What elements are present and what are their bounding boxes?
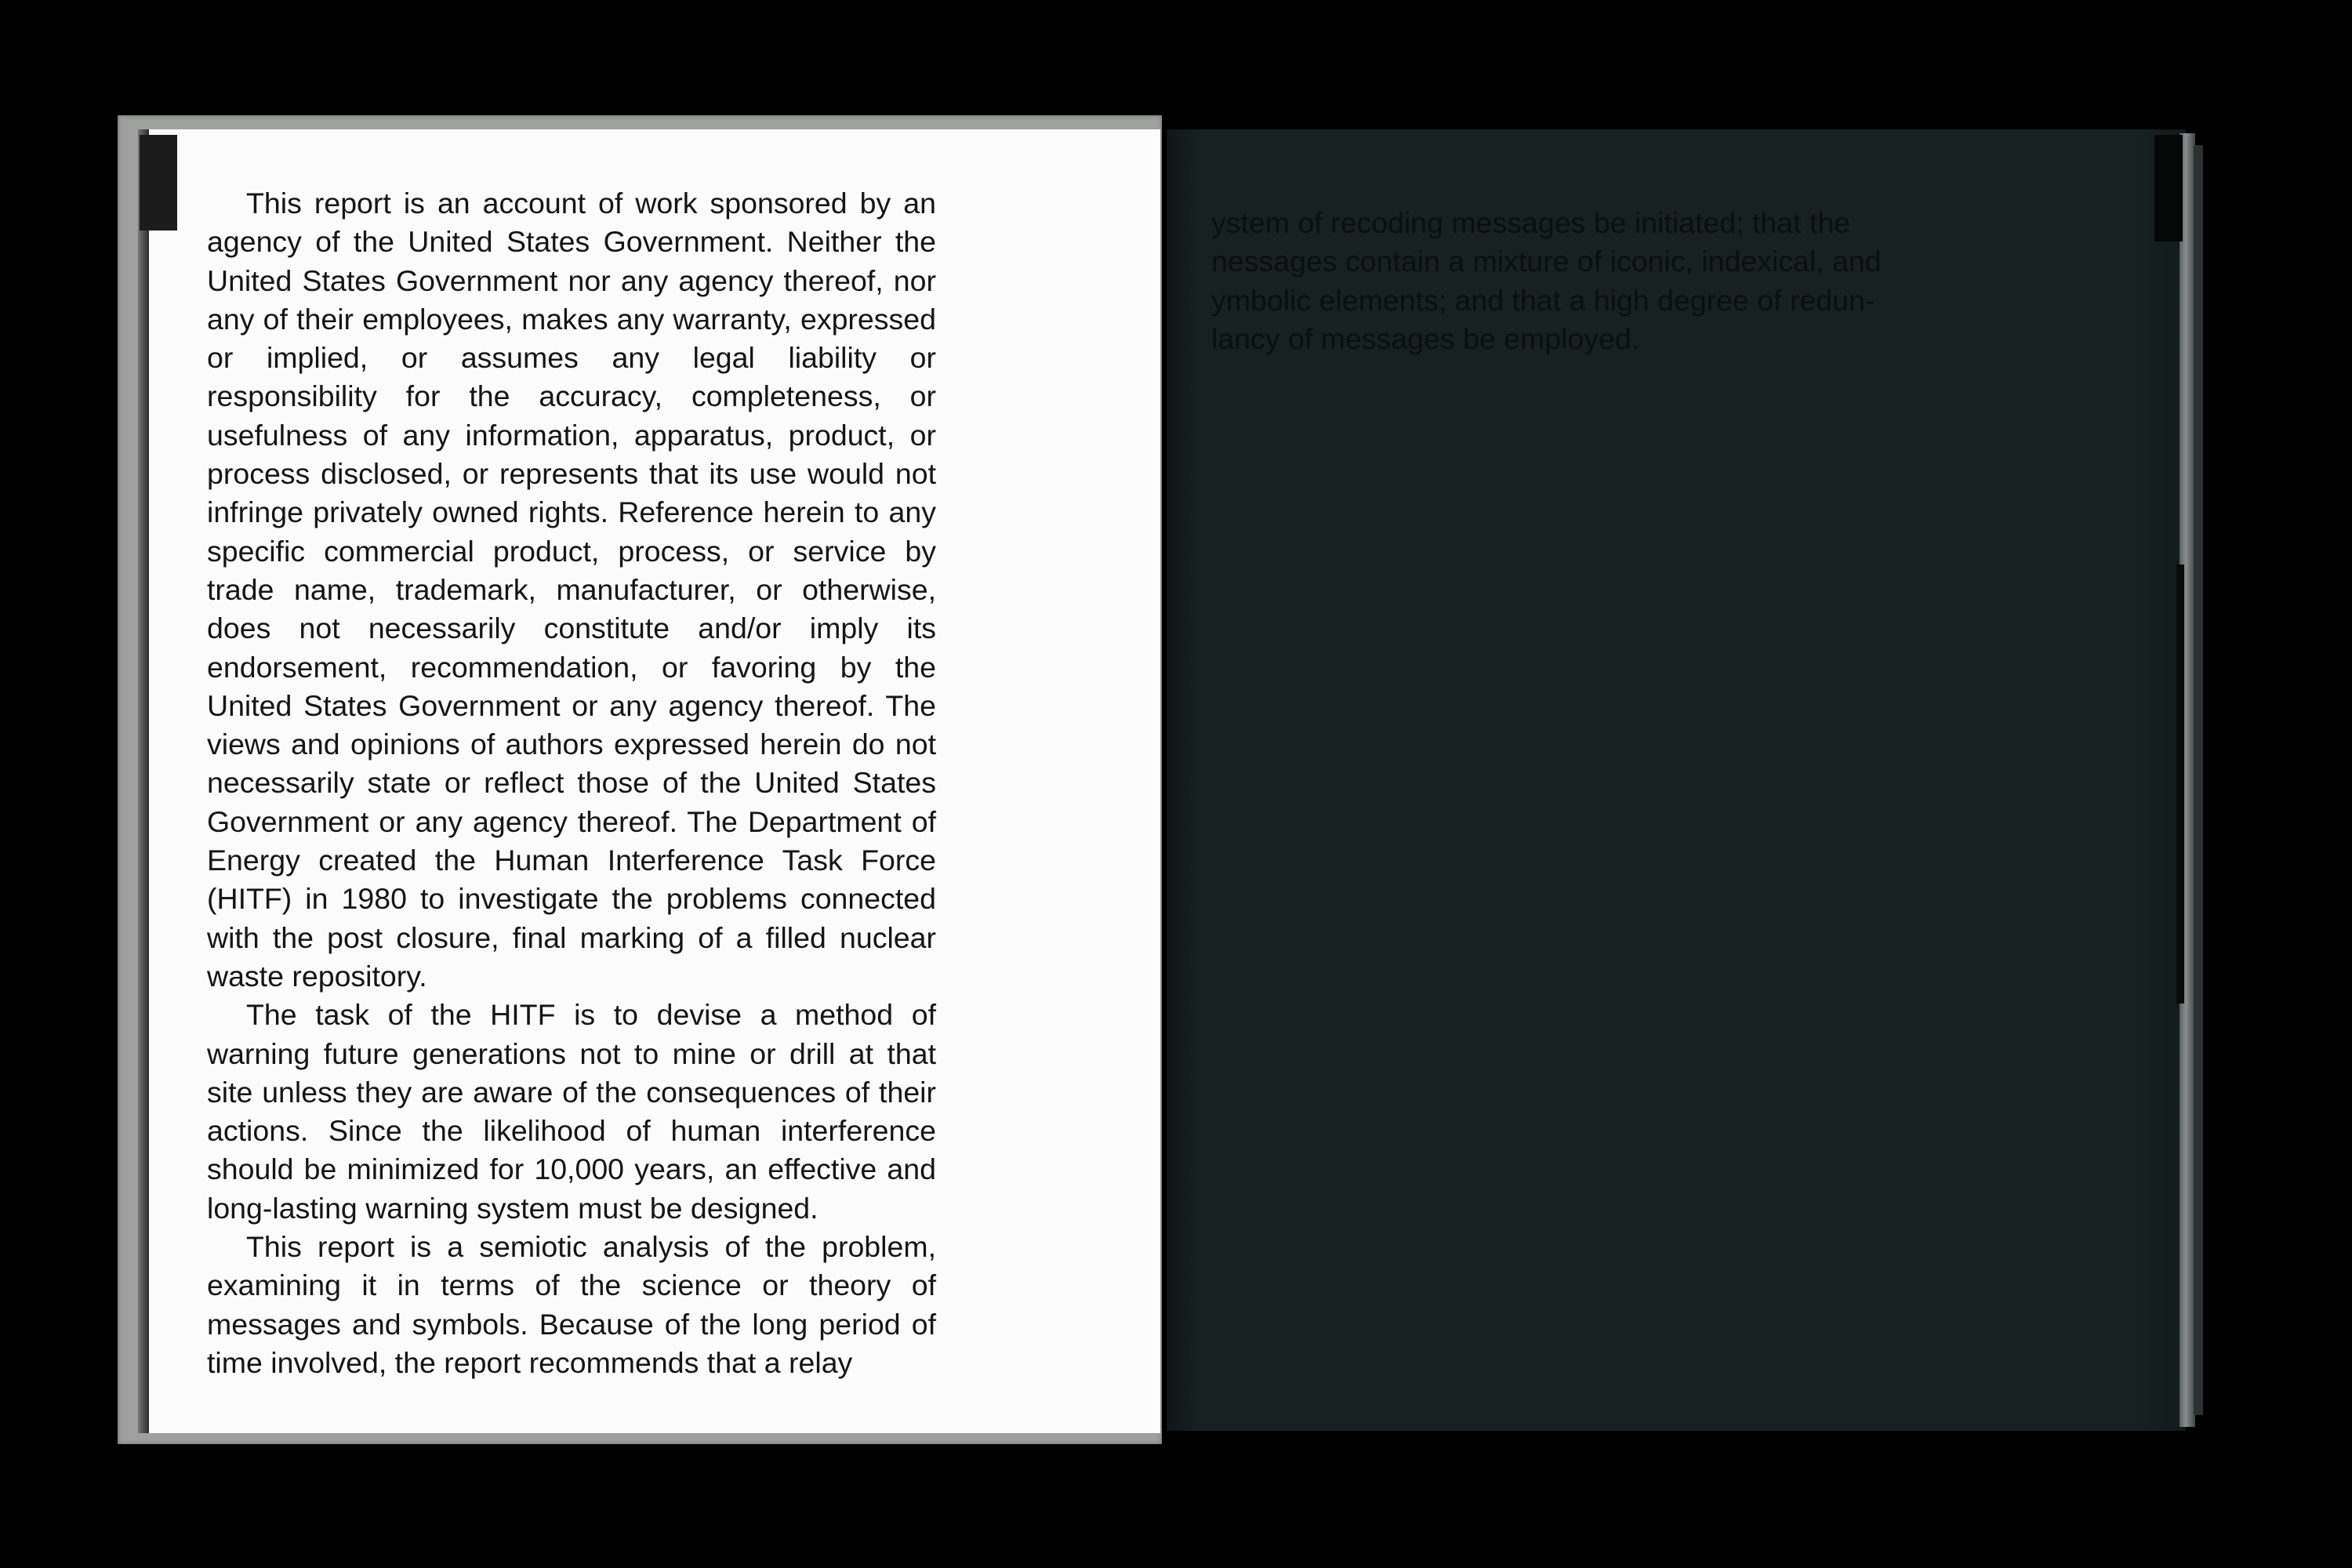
right-page-edge-strip bbox=[2176, 564, 2184, 1004]
right-page-body-text: ystem of recoding messages be initiated; that the nessages contain a mixture of iconic, indexical, and ymbolic elements; and that a high degree of redun- lancy of messages be employed. bbox=[1211, 206, 1882, 355]
left-page-tab-marker bbox=[140, 135, 177, 230]
right-page-tab-marker bbox=[2154, 135, 2183, 241]
right-back-board bbox=[2194, 145, 2203, 1415]
paragraph-semiotic: This report is a semiotic analysis of the problem, examining it in terms of the science or theory of messages and symbols. Because of the long period of time involved, the report recommends that a relay bbox=[207, 1230, 936, 1379]
paragraph-task: The task of the HITF is to devise a method of warning future generations not to mine or drill at that site unless they are aware of the consequences of their actions. Since the likelihood of human interference should be minimized for 10,000 years, an effective and long-lasting warning system must be designed. bbox=[207, 998, 936, 1225]
paragraph-disclaimer: This report is an account of work sponsored by an agency of the United States Government. Neither the United States Government nor any agency thereof, nor any of their employees, makes any warranty, expressed or implied, or assumes any legal liability or responsibility for the accuracy, completeness, or usefulness of any information, apparatus, product, or process disclosed, or represents that its use would not infringe privately owned rights. Reference herein to any specific commercial product, process, or service by trade name, trademark, manufacturer, or otherwise, does not necessarily constitute and/or imply its endorsement, recommendation, or favoring by the United States Government or any agency thereof. The views and opinions of authors expressed herein do not necessarily state or reflect those of the United States Government or any agency thereof. The Department of Energy created the Human Interference Task Force (HITF) in 1980 to investigate the problems connected with the post closure, final marking of a filled nuclear waste repository. bbox=[207, 187, 936, 993]
left-page-body-text bbox=[207, 184, 936, 1382]
